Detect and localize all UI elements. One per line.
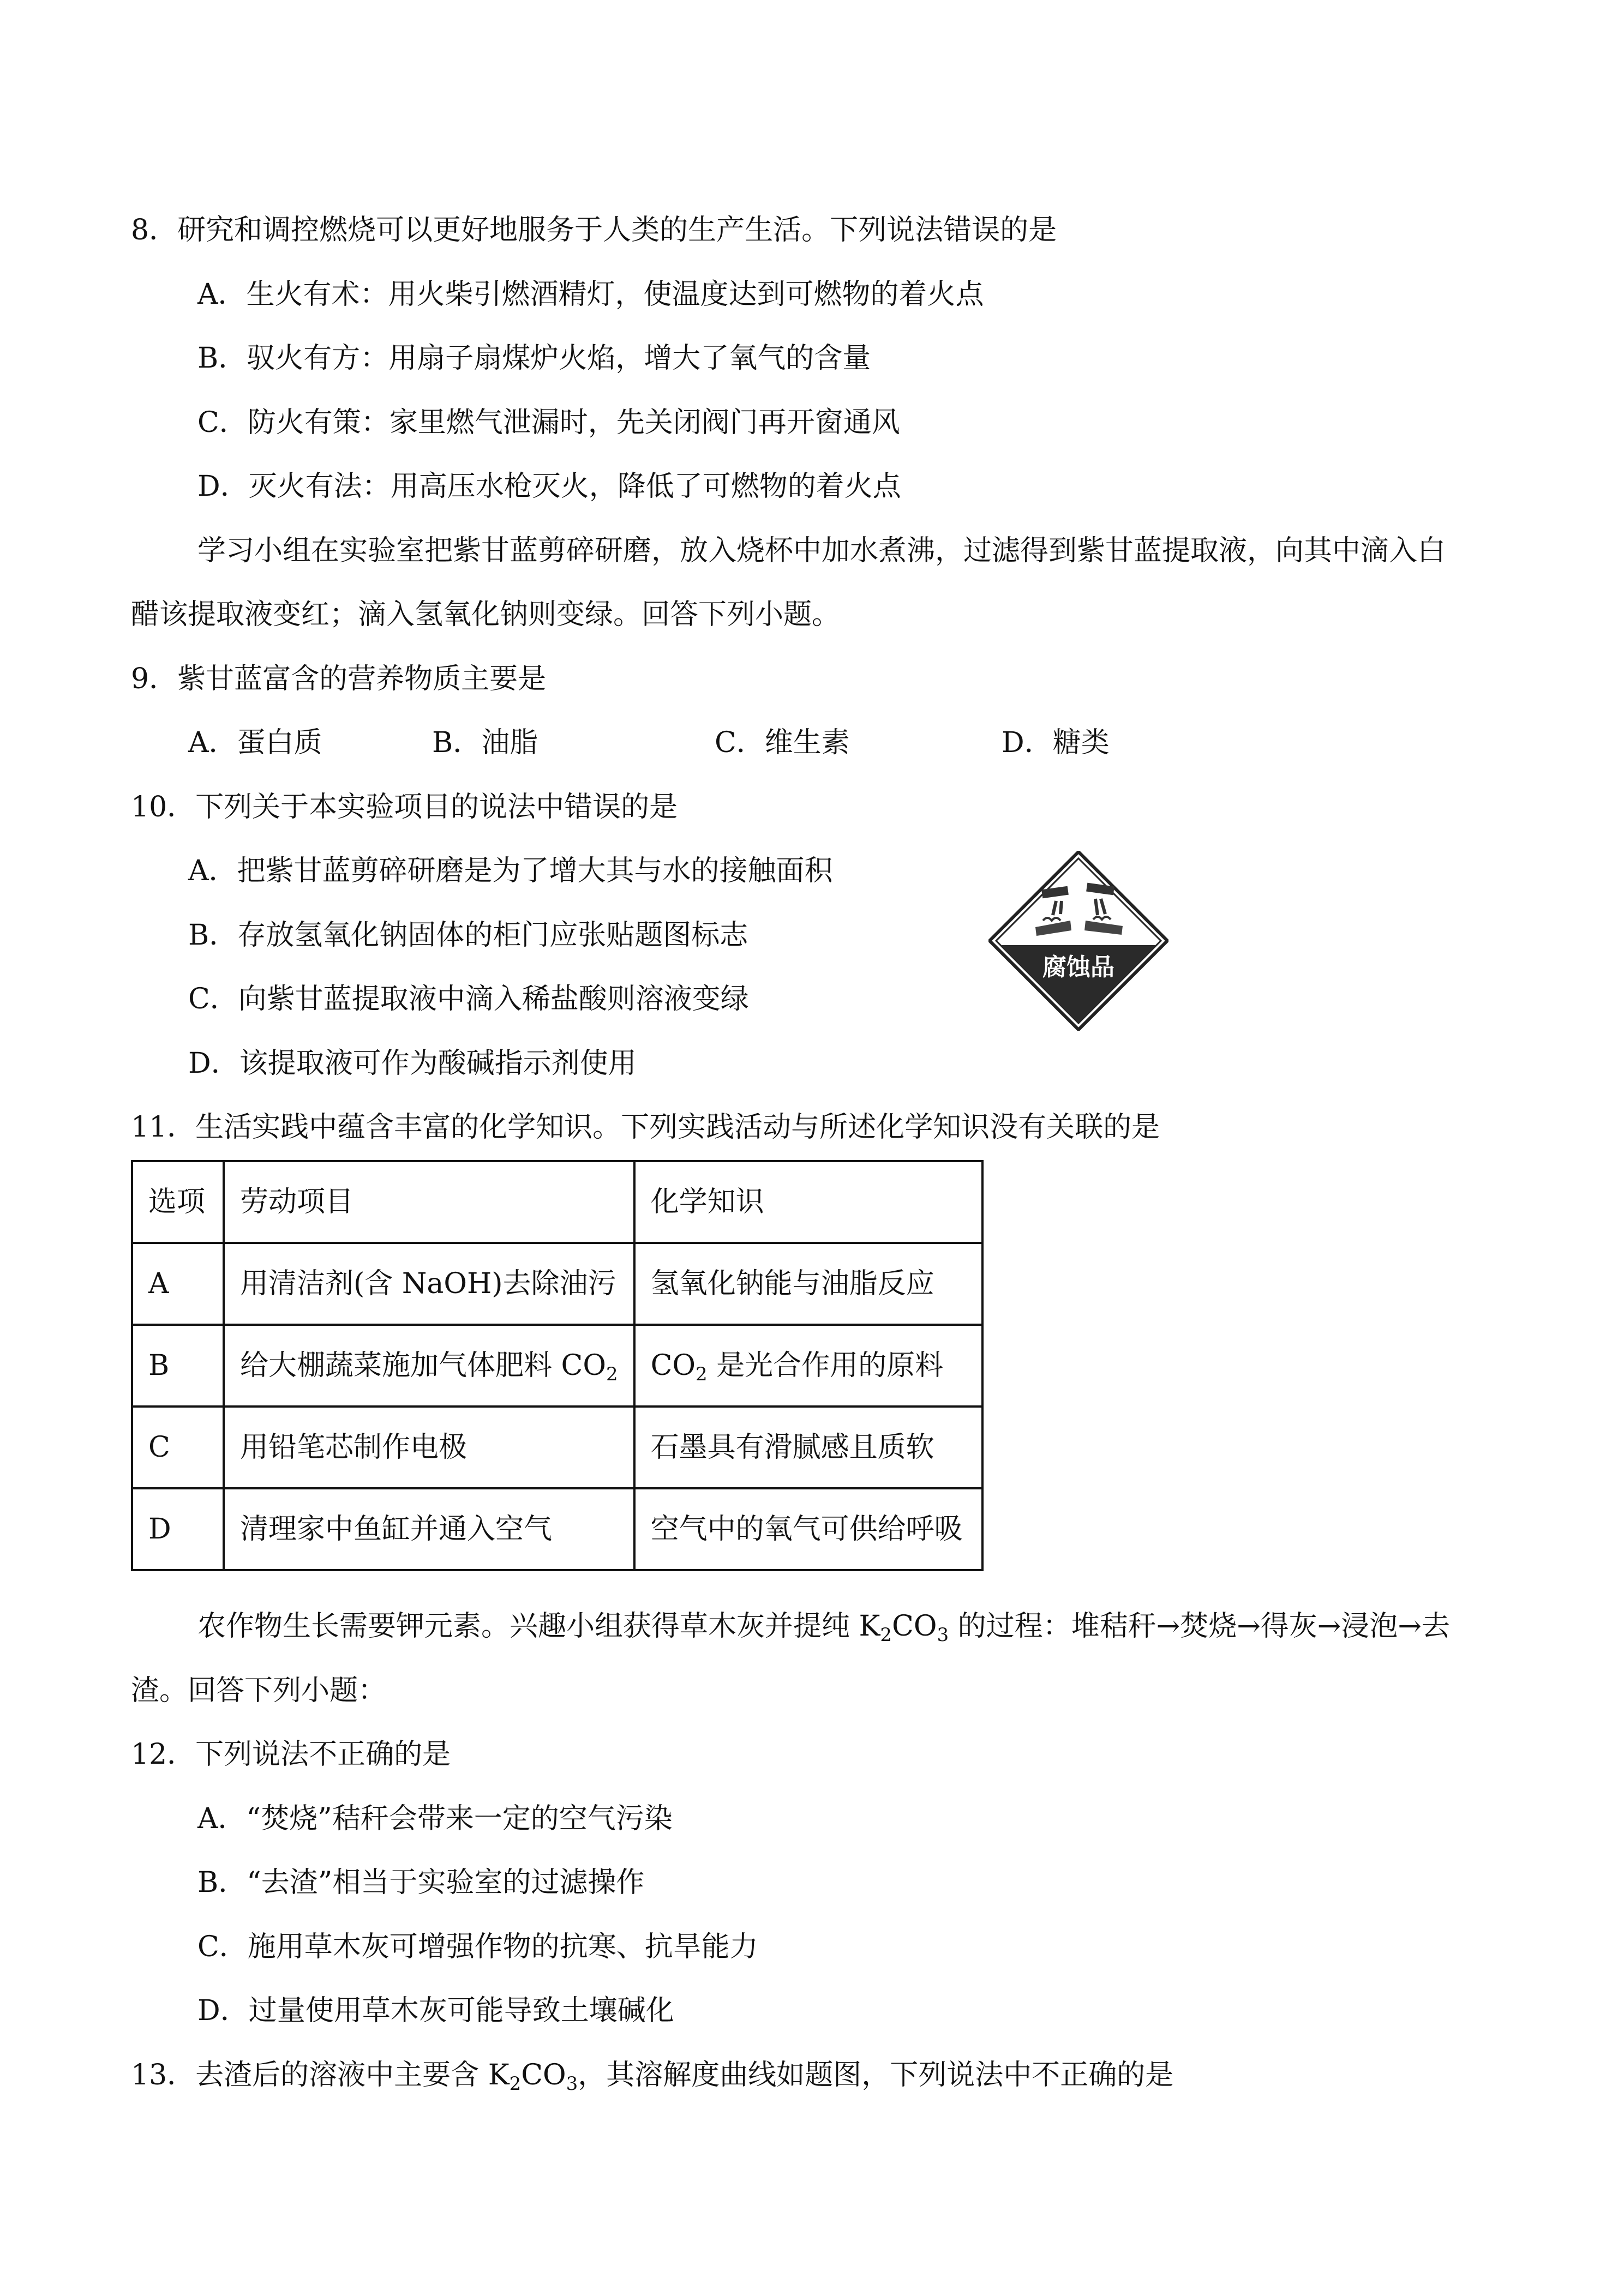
table-cell: 石墨具有滑腻感且质软: [634, 1407, 982, 1488]
table-header-cell: 选项: [132, 1161, 224, 1243]
table-cell: 氢氧化钠能与油脂反应: [634, 1243, 982, 1325]
table-header-cell: 化学知识: [634, 1161, 982, 1243]
table-cell: C: [132, 1407, 224, 1488]
table-row: [132, 1243, 982, 1325]
table-header-row: [132, 1161, 982, 1243]
question-10-option-a: A．把紫甘蓝剪碎研磨是为了增大其与水的接触面积: [188, 855, 833, 887]
question-9-option-b: B．油脂: [432, 726, 538, 759]
passage-1-line-1: 学习小组在实验室把紫甘蓝剪碎研磨，放入烧杯中加水煮沸，过滤得到紫甘蓝提取液，向其中滴入白: [197, 534, 1446, 567]
table-row: [132, 1325, 982, 1407]
table-cell: A: [132, 1243, 224, 1325]
sign-label: 腐蚀品: [1042, 953, 1114, 981]
table-cell: 给大棚蔬菜施加气体肥料 $CO_2$: [224, 1325, 634, 1407]
question-11-table: [131, 1160, 984, 1571]
table-cell: B: [132, 1325, 224, 1407]
table-row: [132, 1488, 982, 1570]
question-8-option-c: C．防火有策：家里燃气泄漏时，先关闭阀门再开窗通风: [197, 406, 900, 439]
table-header-cell: 劳动项目: [224, 1161, 634, 1243]
question-9-option-a: A．蛋白质: [188, 726, 322, 759]
question-12-option-a: A．“焚烧”秸秆会带来一定的空气污染: [197, 1802, 673, 1835]
passage-1-line-2: 醋该提取液变红；滴入氢氧化钠则变绿。回答下列小题。: [131, 598, 841, 631]
question-8-option-d: D．灭火有法：用高压水枪灭火，降低了可燃物的着火点: [197, 470, 901, 503]
table-cell: $CO_2$ 是光合作用的原料: [634, 1325, 982, 1407]
question-9-stem: 9．紫甘蓝富含的营养物质主要是: [131, 663, 547, 695]
question-10-option-d: D．该提取液可作为酸碱指示剂使用: [188, 1047, 637, 1080]
question-10-stem: 10．下列关于本实验项目的说法中错误的是: [131, 791, 678, 824]
table-cell: 用铅笔芯制作电极: [224, 1407, 634, 1488]
table-cell: 空气中的氧气可供给呼吸: [634, 1488, 982, 1570]
question-13-stem: 13．去渣后的溶液中主要含 $K_2CO_3$，其溶解度曲线如题图，下列说法中不正确的是: [131, 2059, 1174, 2095]
passage-2-line-2: 渣。回答下列小题：: [131, 1674, 387, 1707]
question-12-option-b: B．“去渣”相当于实验室的过滤操作: [197, 1866, 645, 1899]
passage-2-line-1: 农作物生长需要钾元素。兴趣小组获得草木灰并提纯 $K_2CO_3$ 的过程：堆秸秆→焚烧→得灰→浸泡→去: [197, 1610, 1450, 1646]
table-cell: 用清洁剂(含 NaOH)去除油污: [224, 1243, 634, 1325]
corrosive-hazard-sign: [988, 851, 1168, 1031]
question-8-option-b: B．驭火有方：用扇子扇煤炉火焰，增大了氧气的含量: [197, 342, 871, 375]
question-11-stem: 11．生活实践中蕴含丰富的化学知识。下列实践活动与所述化学知识没有关联的是: [131, 1111, 1160, 1144]
table-cell: 清理家中鱼缸并通入空气: [224, 1488, 634, 1570]
question-10-option-b: B．存放氢氧化钠固体的柜门应张贴题图标志: [188, 919, 748, 952]
question-8-option-a: A．生火有术：用火柴引燃酒精灯，使温度达到可燃物的着火点: [197, 278, 984, 311]
question-10-option-c: C．向紫甘蓝提取液中滴入稀盐酸则溶液变绿: [188, 983, 749, 1015]
question-12-option-d: D．过量使用草木灰可能导致土壤碱化: [197, 1994, 674, 2027]
question-12-option-c: C．施用草木灰可增强作物的抗寒、抗旱能力: [197, 1931, 758, 1963]
table-cell: D: [132, 1488, 224, 1570]
question-8-stem: 8．研究和调控燃烧可以更好地服务于人类的生产生活。下列说法错误的是: [131, 214, 1057, 247]
table-row: [132, 1407, 982, 1488]
question-9-option-c: C．维生素: [715, 726, 850, 759]
question-12-stem: 12．下列说法不正确的是: [131, 1738, 451, 1771]
question-9-option-d: D．糖类: [1002, 726, 1110, 759]
